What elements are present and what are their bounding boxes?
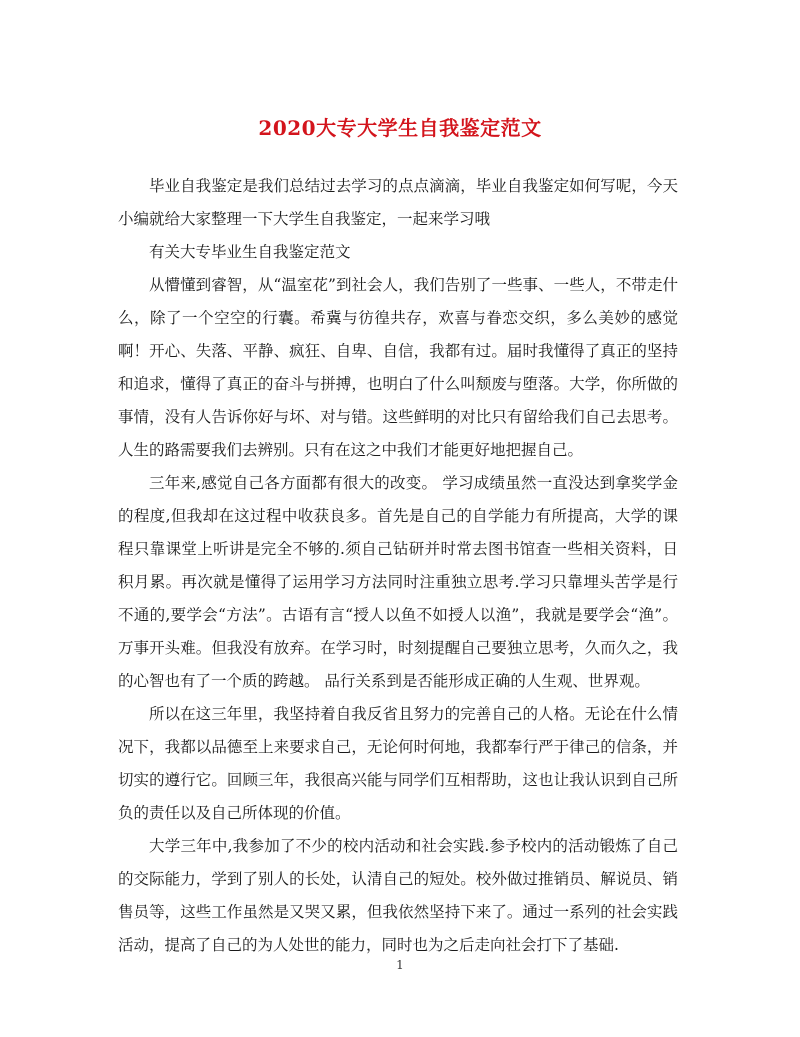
document-title: 2020大专大学生自我鉴定范文 (258, 116, 542, 140)
page-number: 1 (396, 958, 404, 972)
document-body (118, 170, 678, 962)
body-paragraph: 所以在这三年里，我坚持着自我反省且努力的完善自己的人格。无论在什么情况下，我都以品德至上来要求自己，无论何时何地，我都奉行严于律己的信条，并切实的遵行它。回顾三年，我很高兴能与同学们互相帮助，这也让我认识到自己所负的责任以及自己所体现的价值。 (118, 705, 678, 822)
body-paragraph: 大学三年中,我参加了不少的校内活动和社会实践.参予校内的活动锻炼了自己的交际能力，学到了别人的长处，认清自己的短处。校外做过推销员、解说员、销售员等，这些工作虽然是又哭又累，但我依然坚持下来了。通过一系列的社会实践活动，提高了自己的为人处世的能力，同时也为之后走向社会打下了基础. (118, 837, 678, 954)
section-heading: 有关大专毕业生自我鉴定范文 (149, 243, 351, 261)
body-paragraph: 三年来,感觉自己各方面都有很大的改变。 学习成绩虽然一直没达到拿奖学金的程度,但我却在这过程中收获良多。首先是自己的自学能力有所提高，大学的课程只靠课堂上听讲是完全不够的.须自己钻研并时常去图书馆查一些相关资料，日积月累。再次就是懂得了运用学习方法同时注重独立思考.学习只靠埋头苦学是行不通的,要学会“方法”。古语有言“授人以鱼不如授人以渔”，我就是要学会“渔”。万事开头难。但我没有放弃。在学习时，时刻提醒自己要独立思考，久而久之，我的心智也有了一个质的跨越。 品行关系到是否能形成正确的人生观、世界观。 (118, 474, 678, 690)
body-paragraph: 从懵懂到睿智，从“温室花”到社会人，我们告别了一些事、一些人，不带走什么，除了一个空空的行囊。希冀与彷徨共存，欢喜与眷恋交织，多么美妙的感觉啊！开心、失落、平静、疯狂、自卑、自信，我都有过。届时我懂得了真正的坚持和追求，懂得了真正的奋斗与拼搏，也明白了什么叫颓废与堕落。大学，你所做的事情，没有人告诉你好与坏、对与错。这些鲜明的对比只有留给我们自己去思考。人生的路需要我们去辨别。只有在这之中我们才能更好地把握自己。 (118, 276, 678, 459)
intro-paragraph: 毕业自我鉴定是我们总结过去学习的点点滴滴，毕业自我鉴定如何写呢，今天小编就给大家整理一下大学生自我鉴定，一起来学习哦 (118, 177, 678, 228)
